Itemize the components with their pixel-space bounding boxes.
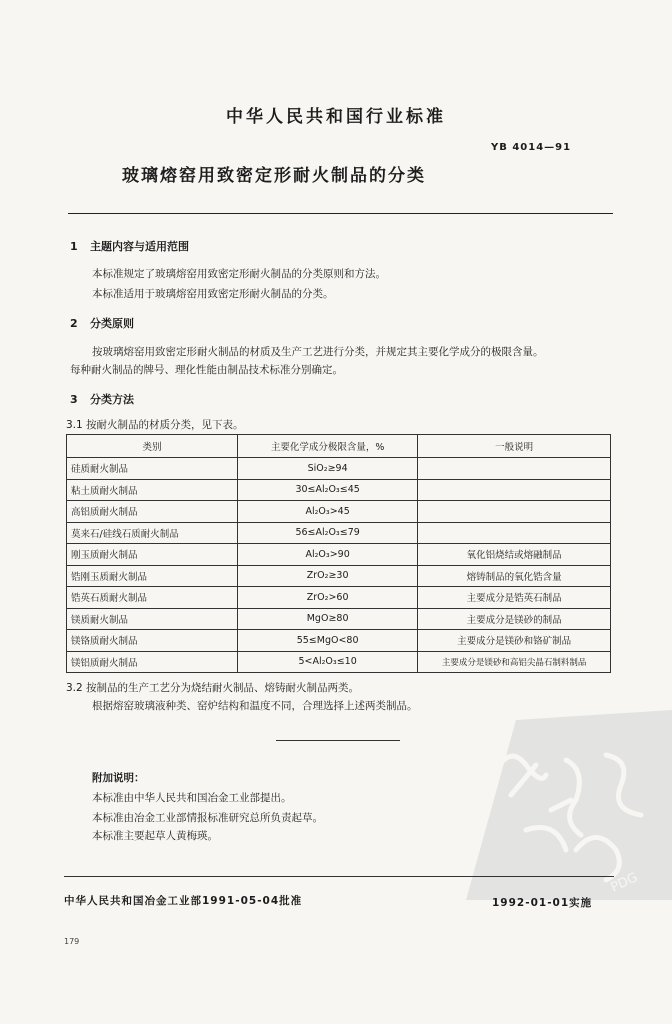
table-row — [67, 608, 611, 630]
table-cell — [418, 501, 611, 523]
table-cell: 锆刚玉质耐火制品 — [67, 565, 238, 587]
section-1-line-1: 本标准规定了玻璃熔窑用致密定形耐火制品的分类原则和方法。 — [92, 268, 386, 280]
standard-code: YB 4014—91 — [491, 142, 572, 153]
table-cell: 高铝质耐火制品 — [67, 501, 238, 523]
section-3-2-line-2: 根据熔窑玻璃液种类、窑炉结构和温度不同，合理选择上述两类制品。 — [92, 700, 418, 712]
footer-rule — [64, 876, 614, 877]
table-cell: 56≤Al₂O₃≤79 — [237, 522, 417, 544]
table-row — [67, 587, 611, 609]
section-divider — [276, 740, 400, 741]
section-2-line-1: 按玻璃熔窑用致密定形耐火制品的材质及生产工艺进行分类，并规定其主要化学成分的极限含量。 — [92, 346, 544, 358]
table-row — [67, 522, 611, 544]
watermark-stamp — [456, 700, 672, 900]
classification-table — [66, 434, 611, 673]
table-row — [67, 630, 611, 652]
table-cell: 镁铝质耐火制品 — [67, 651, 238, 673]
table-cell: SiO₂≥94 — [237, 458, 417, 480]
table-cell: 主要成分是锆英石制品 — [418, 587, 611, 609]
table-cell: 粘土质耐火制品 — [67, 479, 238, 501]
table-cell: Al₂O₃>45 — [237, 501, 417, 523]
table-header: 类别 — [67, 435, 238, 458]
table-cell: ZrO₂>60 — [237, 587, 417, 609]
section-1-line-2: 本标准适用于玻璃熔窑用致密定形耐火制品的分类。 — [92, 288, 334, 300]
page-number: 179 — [64, 937, 80, 946]
table-header: 主要化学成分极限含量，% — [237, 435, 417, 458]
section-3-1: 3.1 按耐火制品的材质分类，见下表。 — [66, 419, 244, 431]
table-cell: 锆英石质耐火制品 — [67, 587, 238, 609]
header-rule — [68, 213, 613, 214]
table-cell: Al₂O₃>90 — [237, 544, 417, 566]
table-cell: 30≤Al₂O₃≤45 — [237, 479, 417, 501]
approval-text: 中华人民共和国冶金工业部1991-05-04批准 — [64, 895, 303, 907]
table-cell: 莫来石/硅线石质耐火制品 — [67, 522, 238, 544]
table-cell: 刚玉质耐火制品 — [67, 544, 238, 566]
table-header-row — [67, 435, 611, 458]
table-row — [67, 501, 611, 523]
notes-line-2: 本标准由冶金工业部情报标准研究总所负责起草。 — [92, 812, 323, 824]
table-cell: ZrO₂≥30 — [237, 565, 417, 587]
section-3-2-line-1: 3.2 按制品的生产工艺分为烧结耐火制品、熔铸耐火制品两类。 — [66, 682, 360, 694]
section-2-line-2: 每种耐火制品的牌号、理化性能由制品技术标准分别确定。 — [70, 364, 343, 376]
table-row — [67, 565, 611, 587]
document-title: 玻璃熔窑用致密定形耐火制品的分类 — [122, 166, 426, 186]
table-cell: 5<Al₂O₃≤10 — [237, 651, 417, 673]
table-cell: 主要成分是镁砂和铬矿制品 — [418, 630, 611, 652]
notes-line-3: 本标准主要起草人黄梅瑛。 — [92, 830, 218, 842]
table-row — [67, 458, 611, 480]
table-cell: 主要成分是镁砂和高铝尖晶石制料制品 — [418, 651, 611, 673]
section-1-heading: 1 主题内容与适用范围 — [70, 240, 189, 253]
table-cell: 镁铬质耐火制品 — [67, 630, 238, 652]
table-cell — [418, 522, 611, 544]
notes-line-1: 本标准由中华人民共和国冶金工业部提出。 — [92, 792, 292, 804]
table-cell: 氧化铝烧结或熔融制品 — [418, 544, 611, 566]
table-cell: 镁质耐火制品 — [67, 608, 238, 630]
notes-heading: 附加说明： — [92, 772, 145, 784]
watermark-text: PDG — [608, 870, 641, 896]
table-cell — [418, 479, 611, 501]
standard-name: 中华人民共和国行业标准 — [226, 107, 446, 127]
table-header: 一般说明 — [418, 435, 611, 458]
section-2-heading: 2 分类原则 — [70, 317, 134, 330]
table-cell: 主要成分是镁砂的制品 — [418, 608, 611, 630]
table-cell: MgO≥80 — [237, 608, 417, 630]
table-row — [67, 479, 611, 501]
table-cell: 熔铸制品的氧化锆含量 — [418, 565, 611, 587]
table-row — [67, 651, 611, 673]
table-row — [67, 544, 611, 566]
table-cell: 硅质耐火制品 — [67, 458, 238, 480]
table-cell — [418, 458, 611, 480]
table-cell: 55≤MgO<80 — [237, 630, 417, 652]
implementation-text: 1992-01-01实施 — [492, 897, 593, 909]
section-3-heading: 3 分类方法 — [70, 393, 134, 406]
